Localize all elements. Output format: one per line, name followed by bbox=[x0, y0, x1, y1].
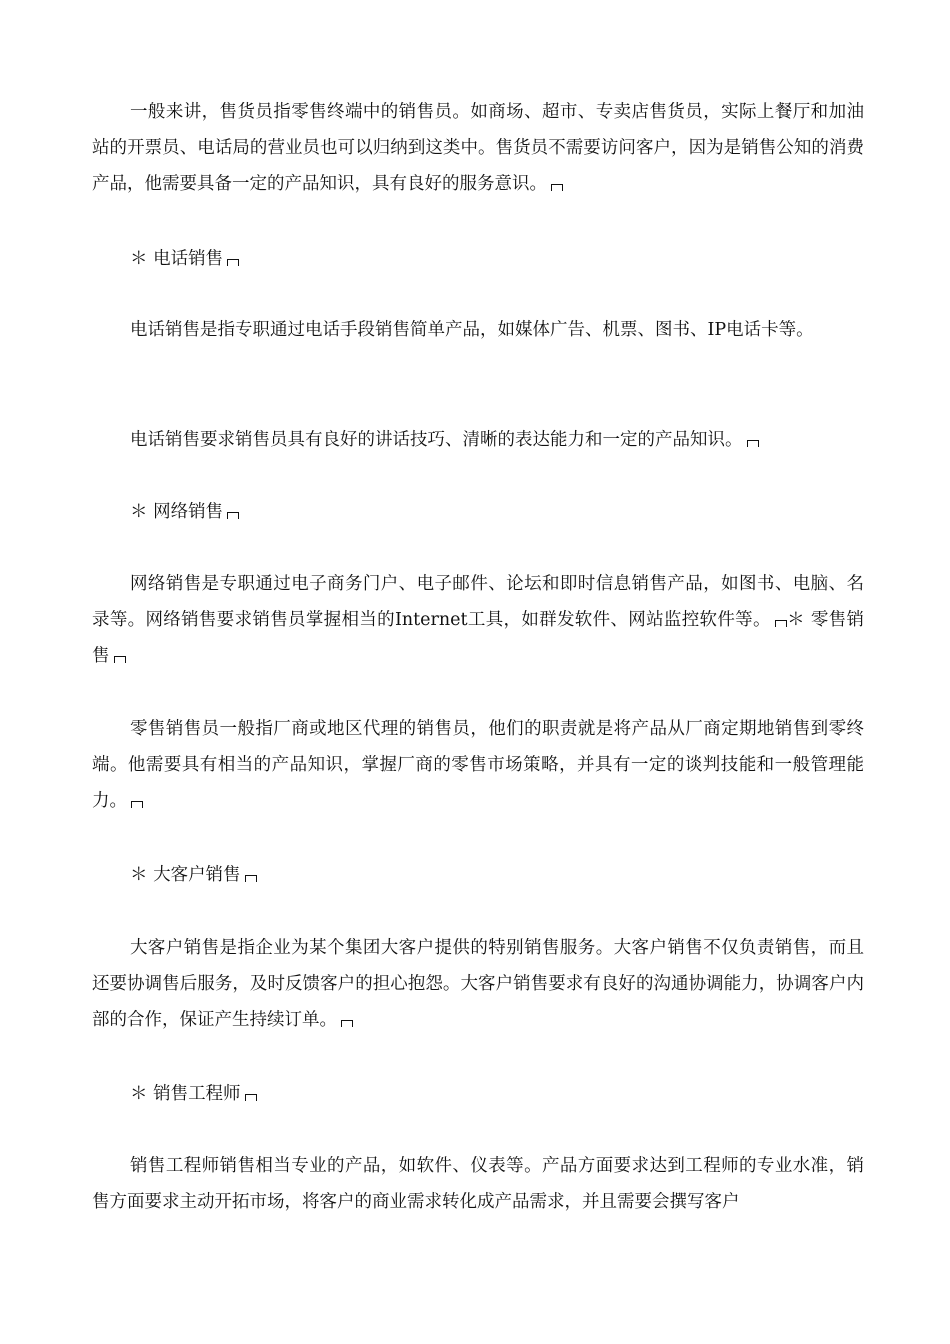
paragraph-mark-icon bbox=[245, 875, 257, 882]
paragraph-sales-clerk: 一般来讲，售货员指零售终端中的销售员。如商场、超市、专卖店售货员，实际上餐厅和加油站的开票员、电话局的营业员也可以归纳到这类中。售货员不需要访问客户，因为是销售公知的消费产品，他需要具备一定的产品知识，具有良好的服务意识。 bbox=[92, 102, 864, 194]
paragraph-telephone-sales-requirements: 电话销售要求销售员具有良好的讲话技巧、清晰的表达能力和一定的产品知识。 bbox=[92, 422, 864, 458]
paragraph-mark-icon bbox=[227, 259, 239, 266]
paragraph-mark-icon bbox=[747, 440, 759, 447]
paragraph-online-sales: 网络销售是专职通过电子商务门户、电子邮件、论坛和即时信息销售产品，如图书、电脑、名录等。网络销售要求销售员掌握相当的Internet工具，如群发软件、网站监控软件等。 ＊ 零售销售 bbox=[92, 574, 864, 666]
paragraph-mark-icon bbox=[227, 512, 239, 519]
paragraph-mark-icon bbox=[245, 1094, 257, 1101]
paragraph-mark-icon bbox=[114, 656, 126, 663]
paragraph-retail-sales: 零售销售员一般指厂商或地区代理的销售员，他们的职责就是将产品从厂商定期地销售到零终端。他需要具有相当的产品知识，掌握厂商的零售市场策略，并具有一定的谈判技能和一般管理能力。 bbox=[92, 719, 864, 811]
heading-online-sales: ＊ 网络销售 bbox=[92, 494, 902, 530]
paragraph-mark-icon bbox=[551, 184, 563, 191]
paragraph-sales-engineer: 销售工程师销售相当专业的产品，如软件、仪表等。产品方面要求达到工程师的专业水准，销售方面要求主动开拓市场，将客户的商业需求转化成产品需求，并且需要会撰写客户 bbox=[92, 1156, 864, 1212]
paragraph-mark-icon bbox=[775, 620, 787, 627]
paragraph-key-account-sales: 大客户销售是指企业为某个集团大客户提供的特别销售服务。大客户销售不仅负责销售，而且还要协调售后服务，及时反馈客户的担心抱怨。大客户销售要求有良好的沟通协调能力，协调客户内部的合作，保证产生持续订单。 bbox=[92, 938, 864, 1030]
paragraph-telephone-sales-definition: 电话销售是指专职通过电话手段销售简单产品，如媒体广告、机票、图书、IP电话卡等。 bbox=[130, 320, 814, 340]
heading-key-account-sales: ＊ 大客户销售 bbox=[92, 857, 902, 893]
heading-telephone-sales: ＊ 电话销售 bbox=[92, 241, 902, 277]
heading-sales-engineer: ＊ 销售工程师 bbox=[92, 1076, 902, 1112]
paragraph-mark-icon bbox=[131, 801, 143, 808]
heading-retail-sales: ＊ 零售销售 bbox=[92, 610, 864, 666]
paragraph-mark-icon bbox=[341, 1020, 353, 1027]
